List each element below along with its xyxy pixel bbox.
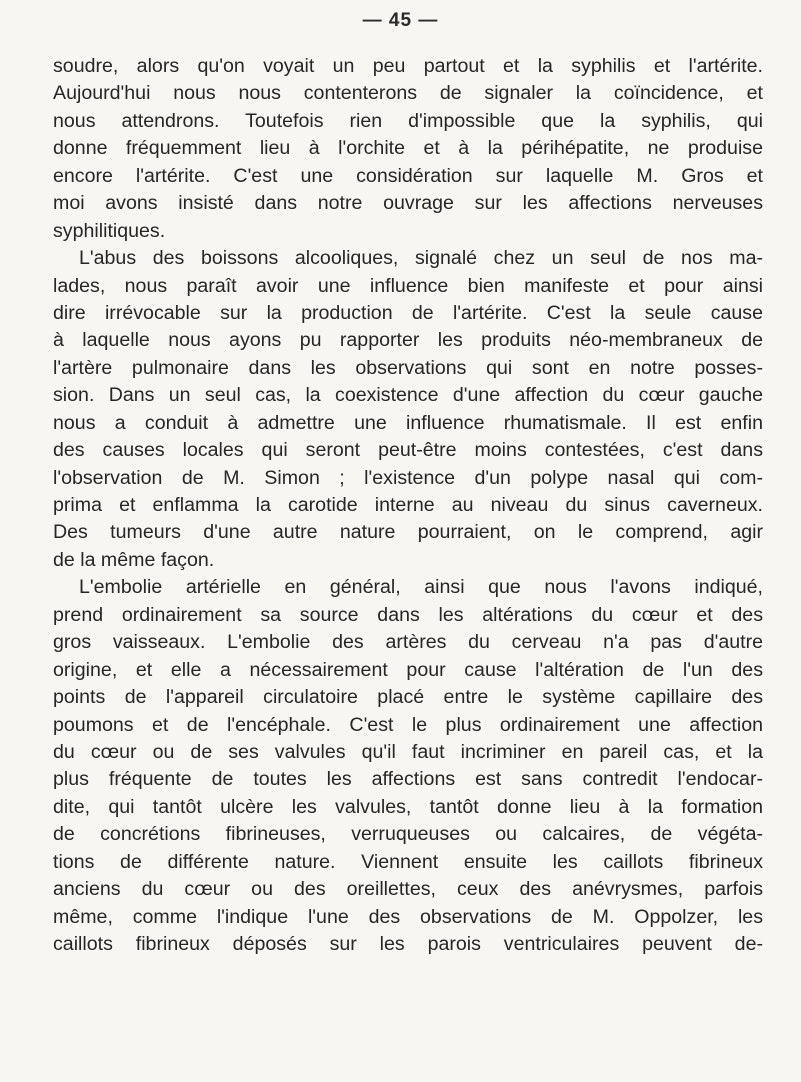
text-line: donne fréquemment lieu à l'orchite et à la périhépatite, ne produise <box>53 137 763 160</box>
text-line: caillots fibrineux déposés sur les parois ventriculaires peuvent de- <box>53 933 763 955</box>
text-line: Aujourd'hui nous nous contenterons de signaler la coïncidence, et <box>53 82 763 105</box>
text-line: du cœur ou de ses valvules qu'il faut incriminer en pareil cas, et la <box>53 740 763 763</box>
text-line: prima et enflamma la carotide interne au niveau du sinus caverneux. <box>53 494 763 516</box>
text-line: anciens du cœur ou des oreillettes, ceux des anévrysmes, parfois <box>53 878 763 901</box>
text-line: l'artère pulmonaire dans les observations qui sont en notre posses- <box>53 356 763 379</box>
page-number: — 45 — <box>362 10 439 31</box>
text-line: prend ordinairement sa source dans les altérations du cœur et des <box>53 603 763 626</box>
text-line: nous a conduit à admettre une influence rhumatismale. Il est enfin <box>53 411 763 434</box>
text-line: l'observation de M. Simon ; l'existence d'un polype nasal qui com- <box>53 466 763 489</box>
body-text <box>53 53 763 958</box>
text-line: dite, qui tantôt ulcère les valvules, tantôt donne lieu à la formation <box>53 795 763 818</box>
text-line: gros vaisseaux. L'embolie des artères du cerveau n'a pas d'autre <box>53 631 763 654</box>
text-line: de concrétions fibrineuses, verruqueuses ou calcaires, de végéta- <box>53 823 763 846</box>
text-line: sion. Dans un seul cas, la coexistence d'une affection du cœur gauche <box>53 384 763 407</box>
text-line: soudre, alors qu'on voyait un peu partout et la syphilis et l'artérite. <box>53 55 763 77</box>
text-line: moi avons insisté dans notre ouvrage sur les affections nerveuses <box>53 192 763 215</box>
text-line: dire irrévocable sur la production de l'artérite. C'est la seule cause <box>53 301 763 324</box>
text-line: L'abus des boissons alcooliques, signalé chez un seul de nos ma- <box>79 247 763 270</box>
text-line: origine, et elle a nécessairement pour cause l'altération de l'un des <box>53 658 763 681</box>
text-line: lades, nous paraît avoir une influence bien manifeste et pour ainsi <box>53 274 763 297</box>
text-line: Des tumeurs d'une autre nature pourraient, on le comprend, agir <box>53 521 763 544</box>
text-line: encore l'artérite. C'est une considération sur laquelle M. Gros et <box>53 164 763 187</box>
text-line: points de l'appareil circulatoire placé entre le système capillaire des <box>53 686 763 709</box>
text-line: L'embolie artérielle en général, ainsi que nous l'avons indiqué, <box>79 576 763 599</box>
text-line: syphilitiques. <box>53 219 166 242</box>
text-line: même, comme l'indique l'une des observations de M. Oppolzer, les <box>53 905 763 928</box>
text-line: des causes locales qui seront peut-être moins contestées, c'est dans <box>53 439 763 462</box>
text-line: plus fréquente de toutes les affections est sans contredit l'endocar- <box>53 768 763 791</box>
text-line: à laquelle nous ayons pu rapporter les produits néo-membraneux de <box>53 329 763 352</box>
text-line: tions de différente nature. Viennent ensuite les caillots fibrineux <box>53 850 763 873</box>
text-line: nous attendrons. Toutefois rien d'impossible que la syphilis, qui <box>53 109 763 132</box>
text-line: poumons et de l'encéphale. C'est le plus ordinairement une affection <box>53 713 763 736</box>
text-line: de la même façon. <box>53 548 215 571</box>
